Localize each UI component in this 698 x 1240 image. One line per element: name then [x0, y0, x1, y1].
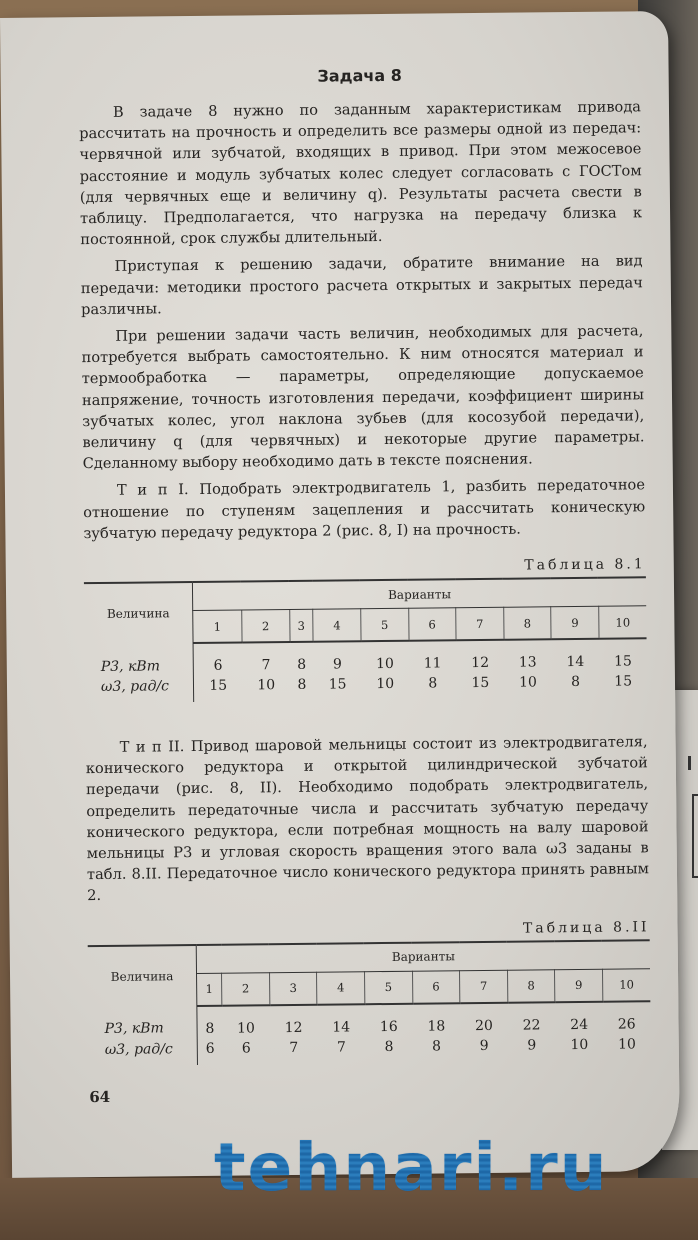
page-content	[79, 63, 652, 1106]
table1-col-header: 8	[503, 607, 551, 640]
table1-col-header: 6	[408, 608, 456, 641]
table-cell: 6	[213, 657, 223, 674]
table-cell: 13	[518, 654, 537, 671]
table2-variants-header: Варианты	[196, 940, 650, 973]
table-cell: 9	[332, 656, 342, 673]
table-cell: 20	[474, 1017, 493, 1034]
book-page	[0, 11, 680, 1178]
table-cell: 11	[423, 655, 442, 672]
table1-caption: Таблица 8.1	[524, 556, 646, 574]
table2	[88, 939, 651, 1066]
table2-col-header: 5	[364, 971, 412, 1004]
table-cell: 7	[336, 1039, 346, 1056]
table-cell: 15	[471, 674, 490, 692]
table1-qty-header: Величина	[84, 582, 193, 644]
table-cell: 15	[328, 676, 347, 693]
table-cell: 15	[613, 653, 632, 670]
table2-row-label: P3, кВт	[88, 1006, 197, 1040]
table-cell: 14	[566, 653, 585, 671]
table-cell: 8	[297, 656, 307, 673]
table-cell: 14	[332, 1019, 351, 1036]
table-cell: 8	[571, 674, 581, 691]
table1-col-header: 5	[361, 608, 409, 641]
table1-col-header: 3	[289, 609, 313, 642]
paragraph-selection: При решении задачи часть величин, необходимых для расчета, потребуется выбрать самостоятельно. К ним относятся материал и термообработка — параметры, определяющие допускаемое напряжение, точность изготовления передачи, коэффициент ширины зубчатых колес, угол наклона зубьев (для косозубой передачи), величину q (для червячных) и некоторые другие параметры. Сделанному выбору необходимо дать в тексте пояснения.	[81, 322, 645, 473]
table-row	[85, 671, 647, 703]
table-cell: 16	[379, 1018, 398, 1035]
table2-caption: Таблица 8.II	[522, 918, 650, 937]
table-cell: 6	[241, 1040, 251, 1057]
table1-row-label: ω3, рад/с	[85, 676, 194, 703]
table1-col-header: 1	[193, 610, 242, 643]
table1-col-header: 10	[599, 606, 647, 639]
table2-row-label: ω3, рад/с	[89, 1039, 198, 1066]
table-row	[89, 1034, 651, 1066]
table2-qty-header: Величина	[88, 945, 197, 1007]
table-cell: 8	[297, 676, 307, 693]
table2-col-header: 8	[507, 969, 555, 1002]
table-cell: 8	[205, 1020, 215, 1037]
table-cell: 6	[205, 1040, 215, 1057]
table1-col-header: 7	[456, 607, 504, 640]
page-title: Задача 8	[317, 65, 402, 86]
table2-col-header: 10	[602, 968, 650, 1001]
paragraph-type1: Т и п I. Подобрать электродвигатель 1, разбить передаточное отношение по ступеням зацепления и рассчитать коническую зубчатую передачу редуктора 2 (рис. 8, I) на прочность.	[83, 476, 646, 543]
table-cell: 7	[261, 657, 271, 674]
table-cell: 7	[289, 1039, 299, 1056]
table-cell: 9	[479, 1037, 489, 1054]
table-cell: 10	[376, 655, 394, 673]
table2-col-header: 9	[555, 969, 603, 1002]
table-cell: 8	[384, 1038, 394, 1055]
table-cell: 10	[518, 674, 537, 691]
table2-col-header: 4	[317, 971, 365, 1004]
table-cell: 8	[428, 675, 438, 692]
table1-col-header: 2	[242, 609, 290, 642]
table2-col-header: 6	[412, 970, 460, 1003]
page-number: 64	[89, 1087, 111, 1106]
table-cell: 10	[570, 1036, 589, 1053]
paragraph-type2: Т и п II. Привод шаровой мельницы состоит из электродвигателя, конического редуктора и открытой цилиндрической зубчатой передачи (рис. 8, II). Необходимо подобрать электродвигатель, определить передаточные числа и рассчитать зубчатую передачу конического редуктора, если потребная мощность на валу шаровой мельницы P3 и угловая скорость вращения этого вала ω3 заданы в табл. 8.II. Передаточное число конического редуктора принять равным 2.	[85, 733, 650, 905]
table-cell: 26	[617, 1016, 636, 1033]
table-cell: 24	[570, 1016, 589, 1033]
table-cell: 12	[471, 654, 490, 672]
table-cell: 10	[376, 675, 395, 693]
table1-col-header: 9	[551, 606, 599, 639]
table1-row-label: P3, кВт	[85, 643, 194, 677]
table2-col-header: 2	[222, 972, 270, 1005]
table-cell: 10	[617, 1036, 636, 1053]
table2-col-header: 3	[269, 972, 317, 1005]
paragraph-intro: В задаче 8 нужно по заданным характеристикам привода рассчитать на прочность и определить все размеры одной из передач: червячной или зубчатой, входящих в привод. При этом межосевое расстояние и модуль зубчатых колес следует согласовать с ГОСТом (для червячных еще и величину q). Результаты расчета свести в таблицу. Предполагается, что нагрузка на передачу близка к постоянной, срок службы длительный.	[79, 98, 643, 249]
table1-col-header: 4	[313, 609, 361, 642]
paragraph-approach: Приступая к решению задачи, обратите внимание на вид передачи: методики простого расчета открытых и закрытых передач различны.	[80, 252, 643, 318]
table-cell: 10	[237, 1020, 256, 1037]
table-cell: 12	[284, 1019, 303, 1036]
table-cell: 9	[527, 1037, 537, 1054]
table-cell: 10	[257, 677, 276, 694]
table1-variants-header: Варианты	[192, 577, 646, 610]
table2-col-header: 7	[460, 970, 508, 1003]
watermark-logo: tehnari.ru	[214, 1128, 654, 1208]
table-cell: 15	[209, 677, 228, 694]
table1	[84, 576, 647, 703]
table-cell: 15	[614, 673, 633, 690]
adjacent-page-mark	[688, 756, 691, 770]
table-cell: 22	[522, 1017, 541, 1034]
table-cell: 18	[427, 1018, 446, 1035]
table-cell: 8	[432, 1038, 442, 1055]
table2-col-header: 1	[197, 973, 222, 1006]
adjacent-page-figure	[692, 794, 698, 878]
